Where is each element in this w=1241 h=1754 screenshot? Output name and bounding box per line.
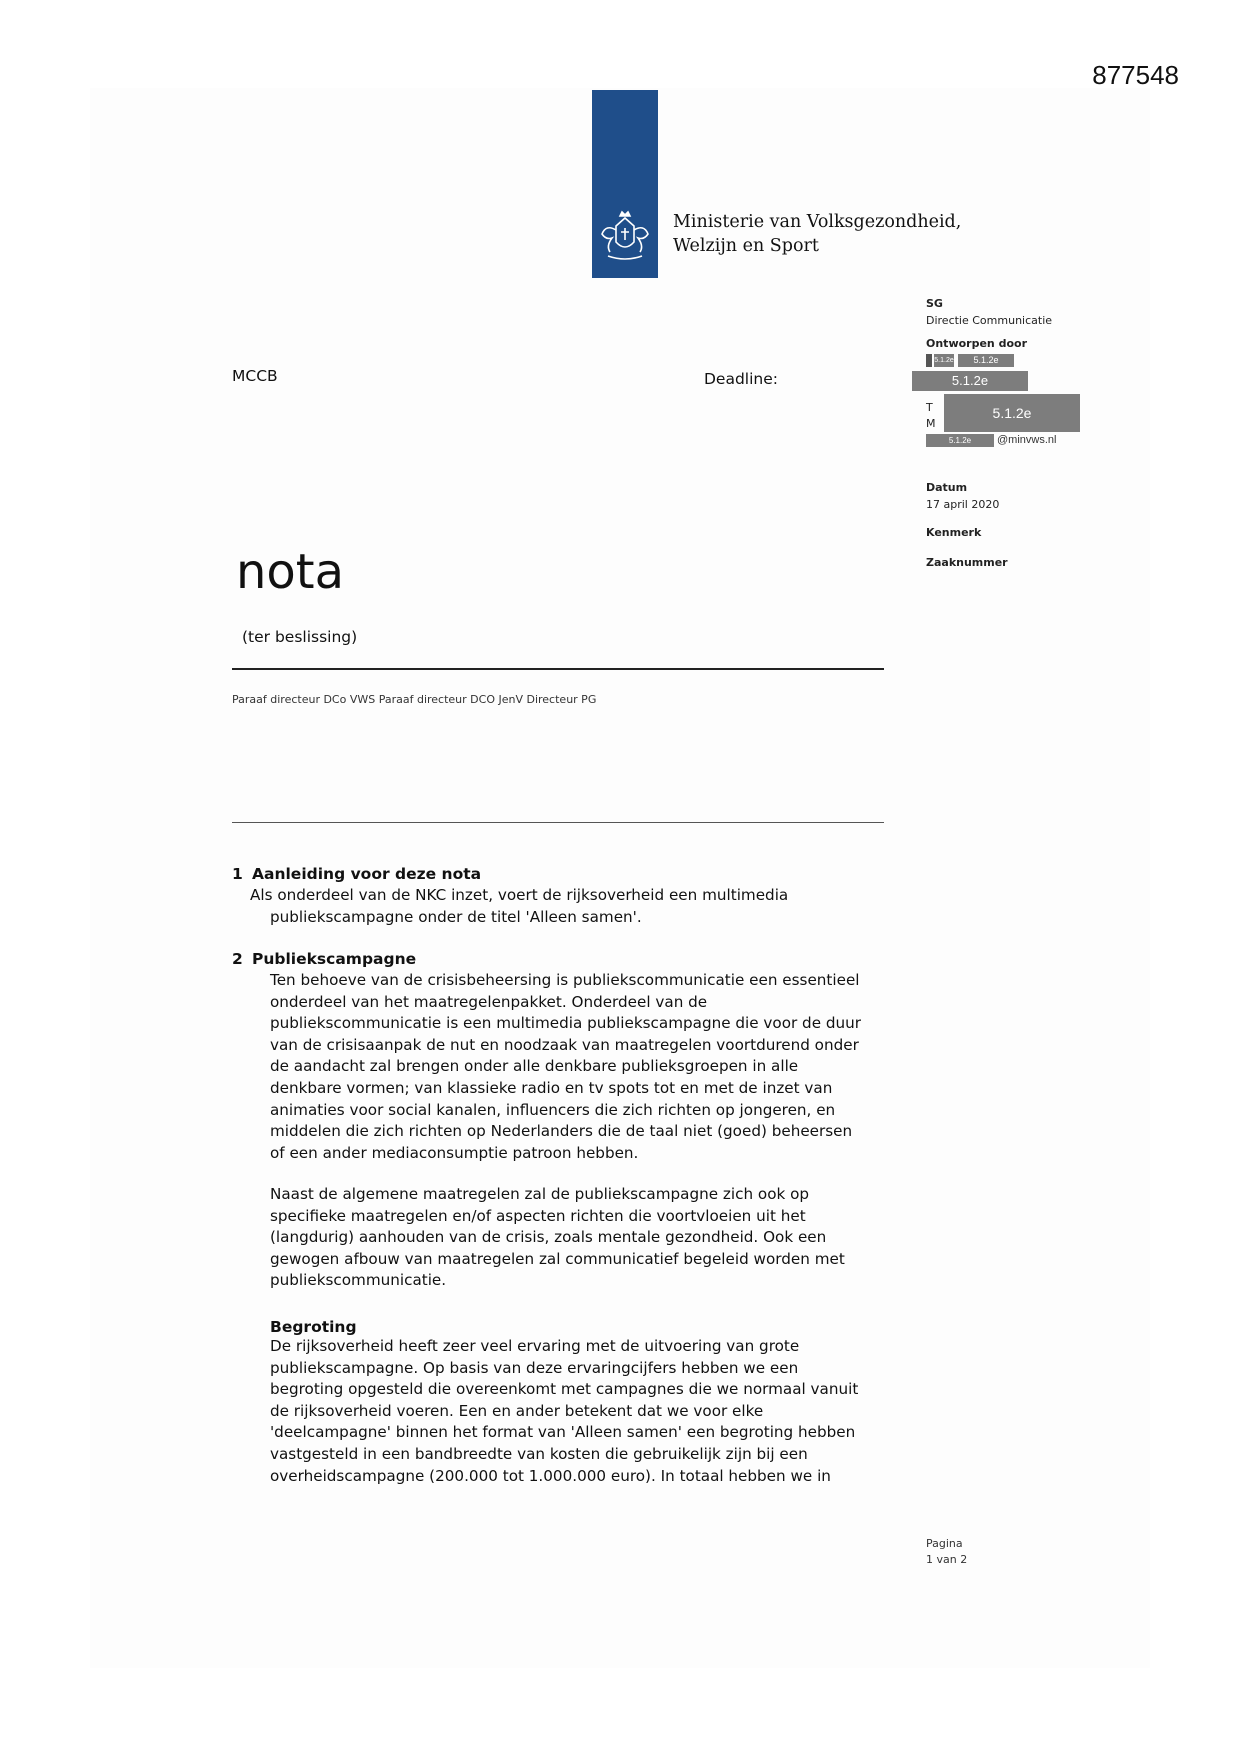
sidebar-mobile-label: M [926, 417, 936, 430]
section-title: Publiekscampagne [252, 950, 417, 968]
page-value: 1 van 2 [926, 1553, 968, 1566]
text-line: Ten behoeve van de crisisbeheersing is publiekscommunicatie een essentieel [270, 971, 860, 989]
section-title: Aanleiding voor deze nota [252, 865, 482, 883]
sidebar-designed-by-label: Ontworpen door [926, 337, 1027, 350]
text-line: de aandacht zal brengen onder alle denkbare publieksgroepen in alle [270, 1057, 799, 1076]
rijksoverheid-logo [592, 90, 658, 278]
text-line: overheidscampagne (200.000 tot 1.000.000 euro). In totaal hebben we in [270, 1466, 831, 1485]
sidebar-org: SG [926, 297, 943, 310]
text-line: gewogen afbouw van maatregelen zal communicatief begeleid worden met [270, 1249, 845, 1268]
deadline-label: Deadline: [704, 370, 779, 388]
page-label: Pagina [926, 1537, 963, 1550]
redaction-block [926, 354, 932, 367]
section-heading [232, 950, 416, 968]
redaction-block: 5.1.2e [926, 434, 994, 447]
redaction-block: 5.1.2e [934, 354, 954, 367]
section-paragraph [270, 970, 861, 1164]
text-line: animaties voor social kanalen, influencers die zich richten op jongeren, en [270, 1100, 836, 1119]
section-number: 2 [232, 950, 243, 968]
divider [232, 822, 884, 823]
ministry-name-line1: Ministerie van Volksgezondheid, [673, 212, 962, 232]
section-paragraph [270, 1336, 858, 1487]
sidebar-email-suffix: @minvws.nl [997, 434, 1057, 446]
subsection-heading: Begroting [270, 1318, 357, 1336]
sidebar-department: Directie Communicatie [926, 314, 1053, 327]
text-line: middelen die zich richten op Nederlanders die de taal niet (goed) beheersen [270, 1122, 853, 1141]
text-line: publiekscommunicatie. [270, 1271, 447, 1290]
sidebar-phone-label: T [926, 401, 933, 414]
page-subtitle: (ter beslissing) [242, 628, 358, 646]
sidebar-case-number-label: Zaaknummer [926, 556, 1008, 569]
text-line: Als onderdeel van de NKC inzet, voert de rijksoverheid een multimedia [250, 886, 789, 904]
sidebar-date-label: Datum [926, 481, 968, 494]
ministry-name-line2: Welzijn en Sport [673, 236, 819, 256]
sidebar-reference-label: Kenmerk [926, 526, 982, 539]
section-number: 1 [232, 865, 243, 883]
redaction-block: 5.1.2e [912, 371, 1028, 391]
document-number: 877548 [1092, 60, 1179, 90]
section-paragraph [270, 1184, 845, 1292]
text-line: (langdurig) aanhouden van de crisis, zoals mentale gezondheid. Ook een [270, 1228, 827, 1247]
ministry-name [673, 210, 961, 258]
text-line: publiekscampagne onder de titel 'Alleen samen'. [270, 907, 642, 926]
text-line: de rijksoverheid voeren. Een en ander betekent dat we voor elke [270, 1401, 764, 1420]
text-line: Naast de algemene maatregelen zal de publiekscampagne zich ook op [270, 1185, 810, 1203]
text-line: publiekscommunicatie is een multimedia publiekscampagne die voor de duur [270, 1014, 862, 1033]
text-line: De rijksoverheid heeft zeer veel ervaring met de uitvoering van grote [270, 1337, 800, 1355]
text-line: publiekscampagne. Op basis van deze ervaringcijfers hebben we een [270, 1358, 799, 1377]
text-line: onderdeel van het maatregelenpakket. Onderdeel van de [270, 992, 708, 1011]
coat-of-arms-icon [596, 208, 654, 264]
text-line: begroting opgesteld die overeenkomt met campagnes die we normaal vanuit [270, 1380, 859, 1399]
text-line: van de crisisaanpak de nut en noodzaak van maatregelen voortdurend onder [270, 1035, 859, 1054]
text-line: 'deelcampagne' binnen het format van 'Alleen samen' een begroting hebben [270, 1423, 856, 1442]
redaction-block: 5.1.2e [958, 354, 1014, 367]
text-line: vastgesteld in een bandbreedte van kosten die gebruikelijk zijn bij een [270, 1444, 808, 1463]
text-line: of een ander mediaconsumptie patroon hebben. [270, 1143, 639, 1162]
page-title: nota [236, 544, 345, 600]
divider [232, 668, 884, 670]
section-heading [232, 865, 481, 883]
page-indicator [926, 1536, 967, 1568]
addressee: MCCB [232, 367, 278, 385]
text-line: denkbare vormen; van klassieke radio en tv spots tot en met de inzet van [270, 1078, 833, 1097]
sidebar-date-value: 17 april 2020 [926, 498, 1000, 511]
section-paragraph [250, 885, 788, 928]
text-line: specifieke maatregelen en/of aspecten richten die voortvloeien uit het [270, 1206, 806, 1225]
paraaf-line: Paraaf directeur DCo VWS Paraaf directeur DCO JenV Directeur PG [232, 693, 597, 706]
redaction-block: 5.1.2e [944, 394, 1080, 432]
